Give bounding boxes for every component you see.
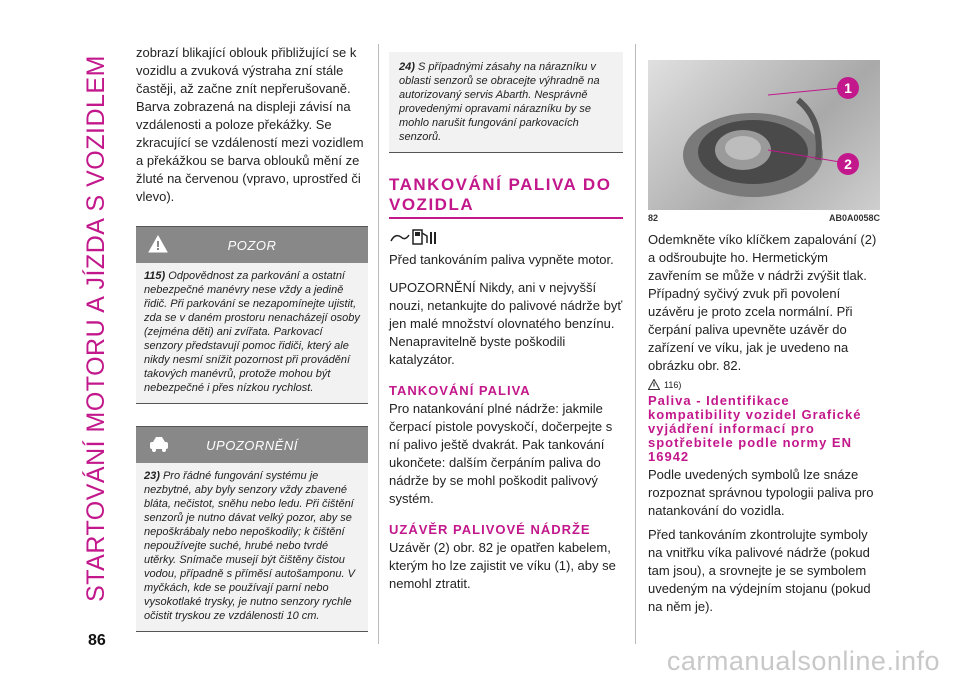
column-divider <box>635 44 636 644</box>
callout-1: 1 <box>844 80 852 96</box>
column-1 <box>136 44 368 632</box>
section-heading-refuel: TANKOVÁNÍ PALIVA DO VOZIDLA <box>389 175 623 219</box>
figure-code: AB0A0058C <box>828 213 880 223</box>
paragraph-symbols: Podle uvedených symbolů lze snáze rozpoznat správnou typologii paliva pro natankování do vozidla. <box>648 467 874 518</box>
figure-caption <box>648 213 880 223</box>
side-chapter-title <box>76 48 116 608</box>
pozor-title: POZOR <box>227 237 277 253</box>
pozor-text <box>136 263 368 403</box>
paragraph-full-tank: Pro natankování plné nádrže: jakmile čerpací pistole povyskočí, dočerpejte s ní palivo ještě dvakrát. Pak tankování ukončete: dalším čerpáním paliva do nádrže by se mohl poškodit palivový systém. <box>389 401 613 506</box>
pozor-header <box>136 227 368 263</box>
pozor-box <box>136 226 368 404</box>
upozorneni-title: UPOZORNĚNÍ <box>206 437 298 453</box>
fuel-cap-illustration <box>648 60 880 210</box>
note-box <box>389 52 623 153</box>
ref-mark-116 <box>648 379 880 390</box>
note-text: S případnými zásahy na nárazníku v oblasti senzorů se obracejte výhradně na autorizovaný servis Abarth. Nesprávně provedenými opravami nárazníku by se mohlo narušit fungování parkovacích senzorů. <box>399 61 600 143</box>
paragraph-check-symbols: Před tankováním zkontrolujte symboly na vnitřku víka palivové nádrže (pokud tam jsou), a srovnejte je se symbolem uvedeným na výdejním stojanu (pokud na něm je). <box>648 527 871 614</box>
car-caution-icon <box>148 434 170 459</box>
callout-2: 2 <box>844 156 852 172</box>
pozor-body: Odpovědnost za parkování a ostatní nebezpečné manévry nese vždy a jedině řidič. Při parkování se nezapomínejte ujistit, zda se v daném prostoru nenacházejí osoby (zejména děti) ani zvířata. Parkovací senzory představují pomoc řidiči, který ale nikdy nesmí snížit pozornost při provádění takových manévrů, protože mohou být nebezpečné i přes nízkou rychlost. <box>144 270 360 394</box>
upozorneni-box <box>136 426 368 632</box>
upozorneni-body: Pro řádné fungování systému je nezbytné, aby byly senzory vždy zbavené bláta, nečistot, sněhu nebo ledu. Při čištění senzorů je nutno dávat velký pozor, aby se nepoškrábaly nebo nepoškodily; k čištění nepoužívejte suché, hrubé nebo tvrdé utěrky. Snímače musejí být čištěny čistou vodou, případně s příměsí autošamponu. V myčkách, kde se používají parní nebo vysokotlaké trysky, je nutno senzory rychle očistit tryskou ze vzdálenosti 10 cm. <box>144 470 355 622</box>
pozor-ref: 115) <box>144 270 166 282</box>
section-heading-refueling: TANKOVÁNÍ PALIVA <box>389 383 531 398</box>
paragraph-unlock-cap: Odemkněte víko klíčkem zapalování (2) a odšroubujte ho. Hermetickým zavřením se může v nádrži zvýšit tlak. Případný syčivý zvuk při povolení uzávěru je proto zcela normální. Při čerpání paliva upevněte uzávěr do zařízení ve víku, jak je uvedeno na obrázku obr. 82. <box>648 232 877 373</box>
intro-paragraph: zobrazí blikající oblouk přibližující se k vozidlu a zvuková výstraha zní stále častěji, až začne znít nepřerušovaně. Barva zobrazená na displeji závisí na vzdálenosti a poloze překážky. Se zkracující se vzdáleností mezi vozidlem a překážkou se barva oblouků mění ze žluté na červenou (vpravo, uprostřed či vlevo). <box>136 45 364 204</box>
section-heading-fuel-identification: Paliva - Identifikace kompatibility vozidel Grafické vyjádření informací pro spotřebitele podle normy EN 16942 <box>648 393 862 464</box>
column-3 <box>648 44 880 616</box>
warning-triangle-small-icon <box>648 379 660 390</box>
column-2 <box>389 44 623 593</box>
note-ref: 24) <box>399 61 415 73</box>
figure-number: 82 <box>648 213 659 223</box>
paragraph-engine-off: Před tankováním paliva vypněte motor. <box>389 252 614 267</box>
column-divider <box>378 44 379 644</box>
warning-triangle-icon <box>148 234 168 259</box>
paragraph-leaded-warning: UPOZORNĚNÍ Nikdy, ani v nejvyšší nouzi, netankujte do palivové nádrže byť jen malé množství olovnatého benzínu. Nenapravitelně byste poškodili katalyzátor. <box>389 280 623 367</box>
upozorneni-ref: 23) <box>144 470 160 482</box>
side-chapter-title-text: STARTOVÁNÍ MOTORU A JÍZDA S VOZIDLEM <box>81 54 110 602</box>
paragraph-fuel-cap: Uzávěr (2) obr. 82 je opatřen kabelem, kterým ho lze zajistit ve víku (1), aby se nemohl ztratit. <box>389 540 616 591</box>
upozorneni-header <box>136 427 368 463</box>
watermark: carmanualsonline.info <box>666 646 940 676</box>
page-number: 86 <box>88 632 106 649</box>
fuel-gas-icons <box>389 227 623 247</box>
upozorneni-text <box>136 463 368 631</box>
section-heading-fuel-cap: UZÁVĚR PALIVOVÉ NÁDRŽE <box>389 522 591 537</box>
ref-116: 116) <box>664 379 682 390</box>
figure-82-fuel-cap <box>648 60 880 210</box>
